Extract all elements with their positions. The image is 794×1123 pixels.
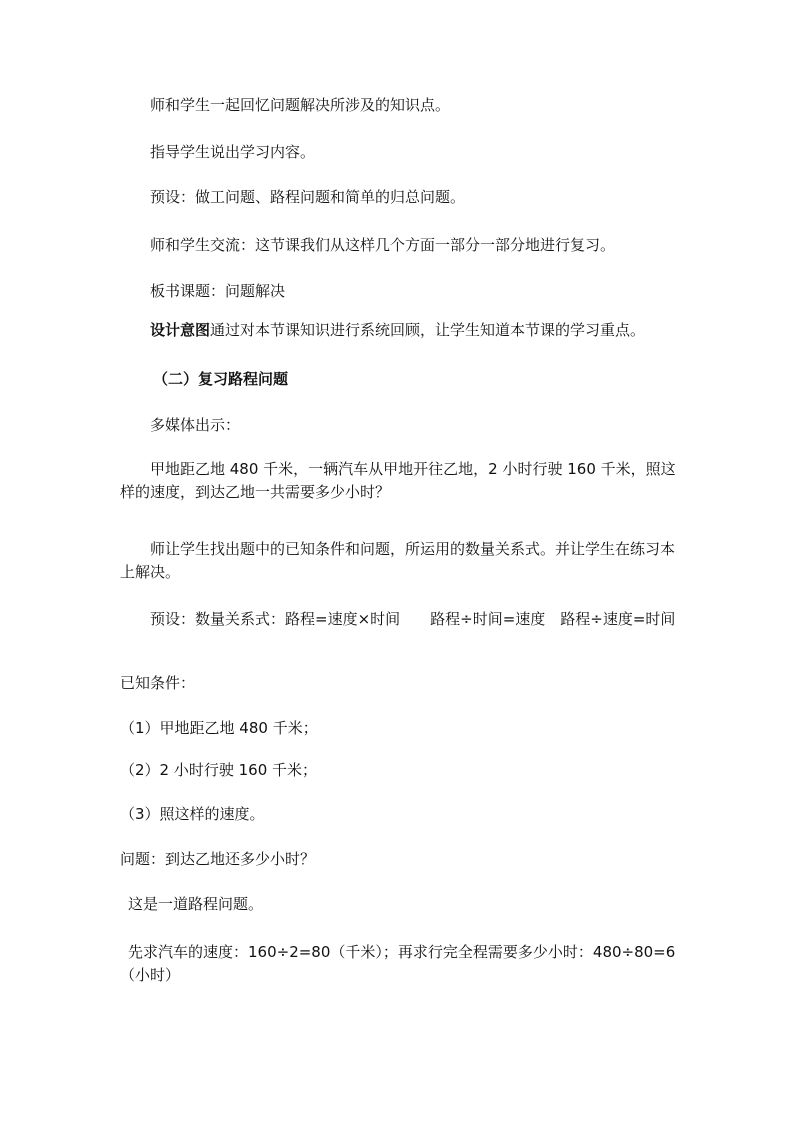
condition-item-2: （2）2 小时行驶 160 千米； <box>120 761 318 779</box>
known-conditions-label: 已知条件： <box>120 674 196 692</box>
problem-statement: 甲地距乙地 480 千米，一辆汽车从甲地开往乙地，2 小时行驶 160 千米，照这样的速度，到达乙地一共需要多少小时？ <box>120 460 676 501</box>
preset-relations: 预设：数量关系式：路程=速度×时间 路程÷时间=速度 路程÷速度=时间 <box>150 610 676 628</box>
paragraph-review: 师和学生一起回忆问题解决所涉及的知识点。 <box>150 96 451 114</box>
paragraph-preset-topics: 预设：做工问题、路程问题和简单的归总问题。 <box>150 188 466 206</box>
solution-text: 先求汽车的速度：160÷2=80（千米）；再求行完全程需要多少小时：480÷80=6（小时） <box>120 943 676 984</box>
problem-type-statement: 这是一道路程问题。 <box>128 895 264 913</box>
paragraph-guide: 指导学生说出学习内容。 <box>150 143 316 161</box>
paragraph-board-title: 板书课题：问题解决 <box>150 282 286 300</box>
design-intent-text: 通过对本节课知识进行系统回顾，让学生知道本节课的学习重点。 <box>210 321 646 339</box>
teacher-instruction: 师让学生找出题中的已知条件和问题，所运用的数量关系式。并让学生在练习本上解决。 <box>120 540 676 581</box>
condition-item-3: （3）照这样的速度。 <box>120 805 265 823</box>
design-intent <box>150 320 645 340</box>
paragraph-multimedia: 多媒体出示： <box>150 416 241 434</box>
question-line: 问题：到达乙地还多少小时？ <box>120 850 316 868</box>
section-heading: （二）复习路程问题 <box>153 370 289 388</box>
condition-item-1: （1）甲地距乙地 480 千米； <box>120 719 318 737</box>
design-intent-label: 设计意图 <box>150 321 211 339</box>
paragraph-exchange: 师和学生交流：这节课我们从这样几个方面一部分一部分地进行复习。 <box>150 236 616 254</box>
